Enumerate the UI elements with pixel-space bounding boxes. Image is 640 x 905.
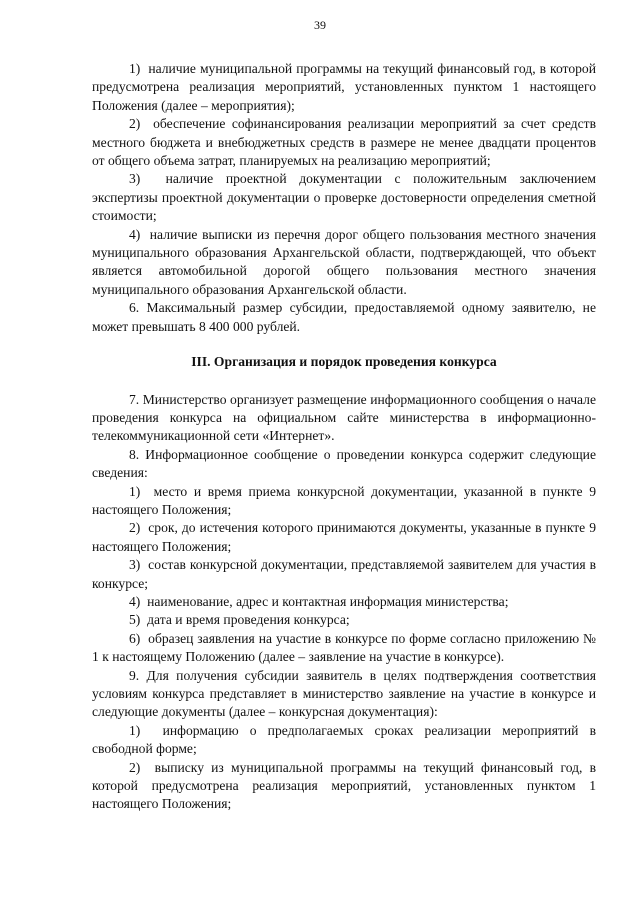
paragraph: 4) наличие выписки из перечня дорог общего пользования местного значения муниципального образования Архангельской области, подтверждающей, что объект является автомобильной дорогой общего пользования местного значения муниципального образования Архангельской области.	[92, 226, 596, 297]
paragraph: 2) срок, до истечения которого принимаются документы, указанные в пункте 9 настоящего Положения;	[92, 520, 596, 554]
paragraph: 1) место и время приема конкурсной документации, указанной в пункте 9 настоящего Положения;	[92, 483, 596, 517]
paragraph: 1) информацию о предполагаемых сроках реализации мероприятий в свободной форме;	[92, 722, 596, 757]
paragraph: 6) образец заявления на участие в конкурсе по форме согласно приложению № 1 к настоящему Положению (далее – заявление на участие в конкурсе).	[92, 630, 596, 665]
section-heading: III. Организация и порядок проведения конкурса	[191, 354, 497, 370]
paragraph: 3) наличие проектной документации с положительным заключением экспертизы проектной документации о проверке достоверности определения сметной стоимости;	[92, 171, 596, 224]
paragraph: 4) наименование, адрес и контактная информация министерства;	[129, 593, 509, 609]
paragraph: 9. Для получения субсидии заявитель в целях подтверждения соответствия условиям конкурса представляет в министерство заявление на участие в конкурсе и следующие документы (далее – конкурсная документация):	[92, 667, 596, 720]
paragraph: 7. Министерство организует размещение информационного сообщения о начале проведения конкурса на официальном сайте министерства в информационно-телекоммуникационной сети «Интернет».	[92, 391, 596, 444]
paragraph: 1) наличие муниципальной программы на текущий финансовый год, в которой предусмотрена реализация мероприятий, установленных пунктом 1 настоящего Положения (далее – мероприятия);	[92, 61, 596, 113]
paragraph: 2) выписку из муниципальной программы на текущий финансовый год, в которой предусмотрена реализация мероприятий, установленных пунктом 1 настоящего Положения;	[92, 759, 596, 812]
document-body	[92, 60, 596, 814]
paragraph: 3) состав конкурсной документации, представляемой заявителем для участия в конкурсе;	[92, 557, 596, 591]
page-number: 39	[314, 18, 326, 32]
paragraph: 5) дата и время проведения конкурса;	[129, 612, 350, 628]
paragraph: 8. Информационное сообщение о проведении конкурса содержит следующие сведения:	[92, 446, 596, 481]
paragraph: 6. Максимальный размер субсидии, предоставляемой одному заявителю, не может превышать 8 400 000 рублей.	[92, 300, 596, 334]
paragraph: 2) обеспечение софинансирования реализации мероприятий за счет средств местного бюджета и внебюджетных средств в размере не менее двадцати процентов от общего объема затрат, планируемых на реализацию мероприятий;	[92, 116, 596, 169]
